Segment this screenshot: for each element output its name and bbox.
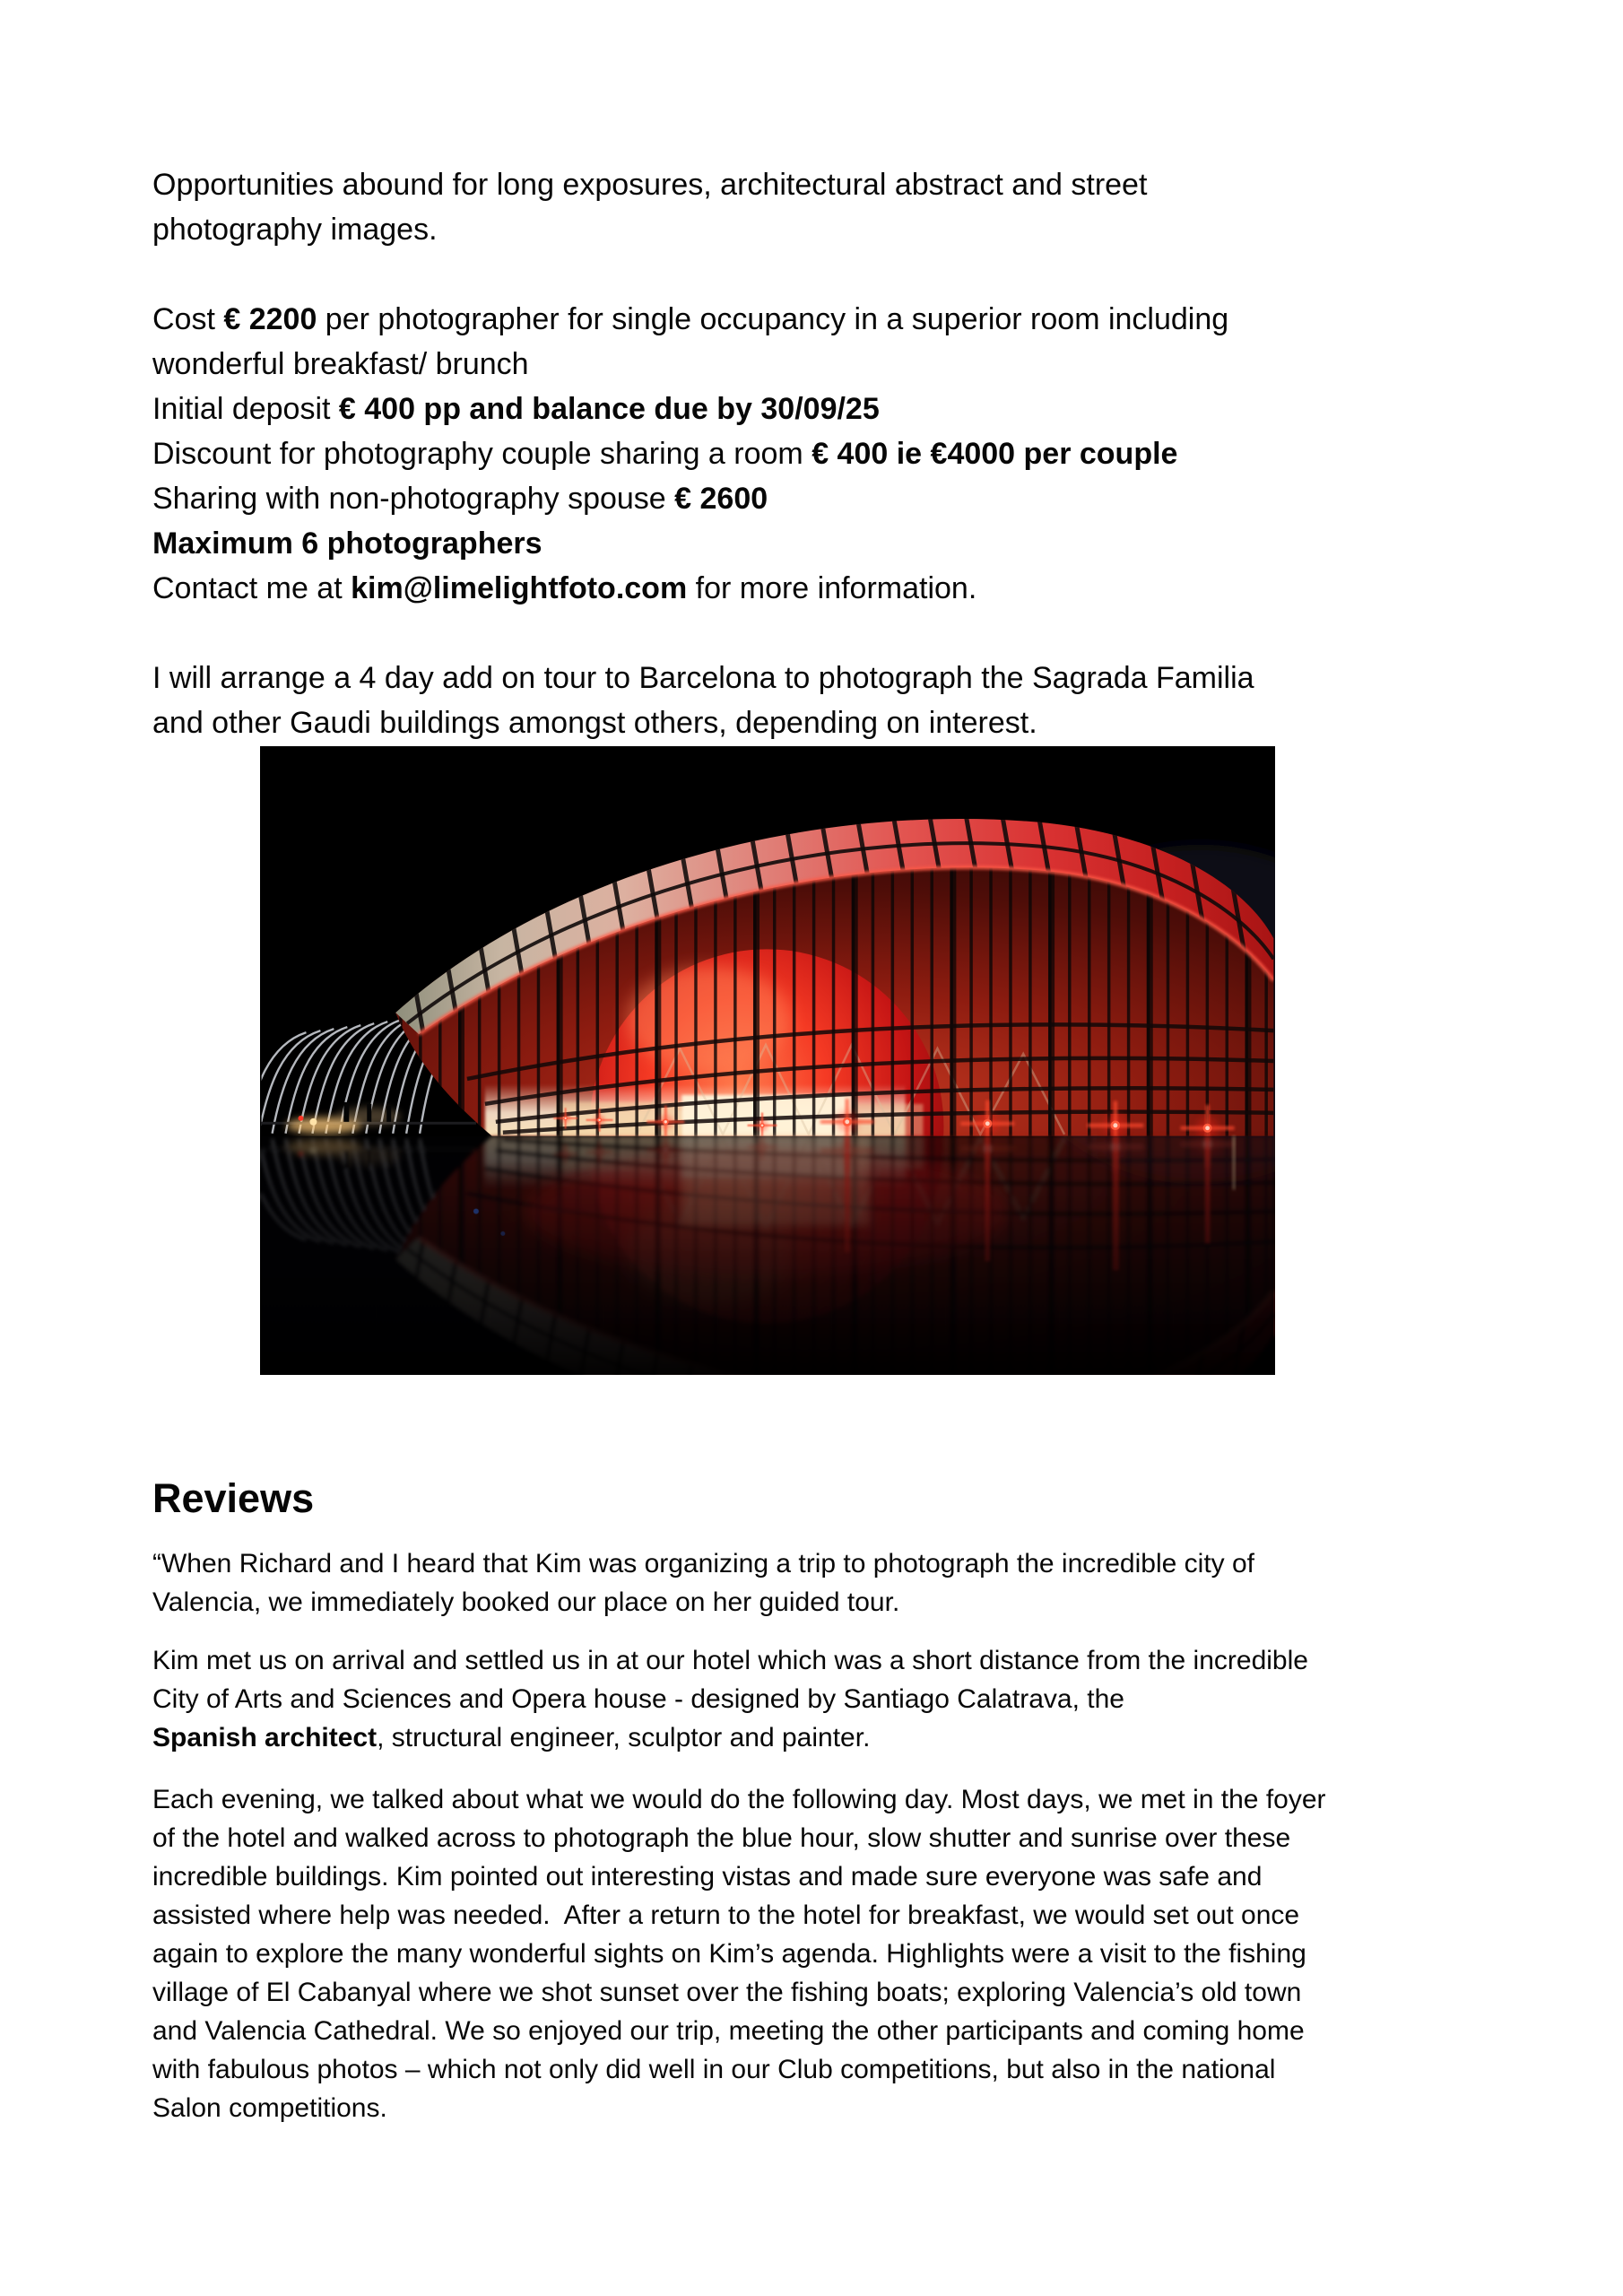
text-line	[152, 700, 1254, 745]
text-line	[152, 1718, 1308, 1757]
text-run: assisted where help was needed. After a return to the hotel for breakfast, we would set out once	[152, 1900, 1300, 1930]
text-run: wonderful breakfast/ brunch	[152, 347, 529, 381]
text-line	[152, 1583, 1254, 1622]
text-line	[152, 476, 1254, 521]
text-line	[152, 1680, 1308, 1718]
text-line	[152, 1780, 1326, 1819]
text-run: Opportunities abound for long exposures, architectural abstract and street	[152, 168, 1148, 202]
text-run: photography images.	[152, 213, 438, 247]
text-run: “When Richard and I heard that Kim was organizing a trip to photograph the incredible city of	[152, 1549, 1255, 1578]
text-line	[152, 1973, 1326, 2012]
text-line	[152, 2089, 1326, 2127]
text-run: € 400 pp and balance due by 30/09/25	[338, 392, 880, 426]
hemisferic-night-photo	[260, 746, 1275, 1375]
text-run: Kim met us on arrival and settled us in at our hotel which was a short distance from the incredible	[152, 1646, 1308, 1675]
text-run: Discount for photography couple sharing a room	[152, 437, 812, 471]
text-run: I will arrange a 4 day add on tour to Barcelona to photograph the Sagrada Familia	[152, 661, 1254, 695]
email-address: kim@limelightfoto.com	[351, 571, 688, 605]
text-line	[152, 1544, 1254, 1583]
text-line	[152, 431, 1254, 476]
text-line	[152, 1641, 1308, 1680]
text-run: and Valencia Cathedral. We so enjoyed our trip, meeting the other participants and coming home	[152, 2016, 1305, 2046]
text-run: of the hotel and walked across to photograph the blue hour, slow shutter and sunrise over these	[152, 1823, 1291, 1853]
text-run: Maximum 6 photographers	[152, 526, 542, 561]
photo-illustration	[260, 746, 1275, 1375]
text-run: Cost	[152, 302, 224, 336]
text-line	[152, 521, 1254, 566]
text-run: incredible buildings. Kim pointed out interesting vistas and made sure everyone was safe and	[152, 1862, 1263, 1892]
text-line	[152, 1935, 1326, 1973]
text-run: for more information.	[687, 571, 977, 605]
text-line	[152, 611, 1254, 656]
review-paragraph-1	[152, 1544, 1254, 1622]
text-line	[152, 2050, 1326, 2089]
text-run: City of Arts and Sciences and Opera house - designed by Santiago Calatrava, the	[152, 1684, 1124, 1714]
text-run: Initial deposit	[152, 392, 339, 426]
text-line	[152, 656, 1254, 700]
text-line	[152, 207, 1254, 252]
text-run: € 2200	[223, 302, 317, 336]
text-run: village of El Cabanyal where we shot sunset over the fishing boats; exploring Valencia’s old town	[152, 1978, 1302, 2007]
text-line	[152, 1819, 1326, 1857]
text-line	[152, 2012, 1326, 2050]
text-run: Each evening, we talked about what we would do the following day. Most days, we met in the foyer	[152, 1785, 1326, 1814]
review-paragraph-3	[152, 1780, 1326, 2127]
text-run: again to explore the many wonderful sights on Kim’s agenda. Highlights were a visit to the fishing	[152, 1939, 1306, 1969]
text-line	[152, 342, 1254, 387]
text-line	[152, 297, 1254, 342]
review-paragraph-2	[152, 1641, 1308, 1757]
text-line	[152, 566, 1254, 611]
text-line	[152, 252, 1254, 297]
text-line	[152, 387, 1254, 431]
intro-section	[152, 162, 1254, 745]
text-run: Salon competitions.	[152, 2093, 387, 2123]
text-run: and other Gaudi buildings amongst others, depending on interest.	[152, 706, 1037, 740]
text-line	[152, 1857, 1326, 1896]
text-run: Spanish architect	[152, 1723, 378, 1752]
text-run: € 400 ie €4000 per couple	[812, 437, 1178, 471]
text-line	[152, 162, 1254, 207]
text-run: per photographer for single occupancy in a superior room including	[317, 302, 1229, 336]
text-run: , structural engineer, sculptor and painter.	[377, 1723, 871, 1752]
reviews-heading: Reviews	[152, 1475, 315, 1521]
text-run: Valencia, we immediately booked our place on her guided tour.	[152, 1587, 900, 1617]
text-run: Sharing with non-photography spouse	[152, 482, 675, 516]
text-run: with fabulous photos – which not only did well in our Club competitions, but also in the national	[152, 2055, 1276, 2084]
text-line	[152, 1896, 1326, 1935]
water-surface	[262, 1136, 1274, 1375]
text-run: Contact me at	[152, 571, 352, 605]
text-run: € 2600	[674, 482, 768, 516]
